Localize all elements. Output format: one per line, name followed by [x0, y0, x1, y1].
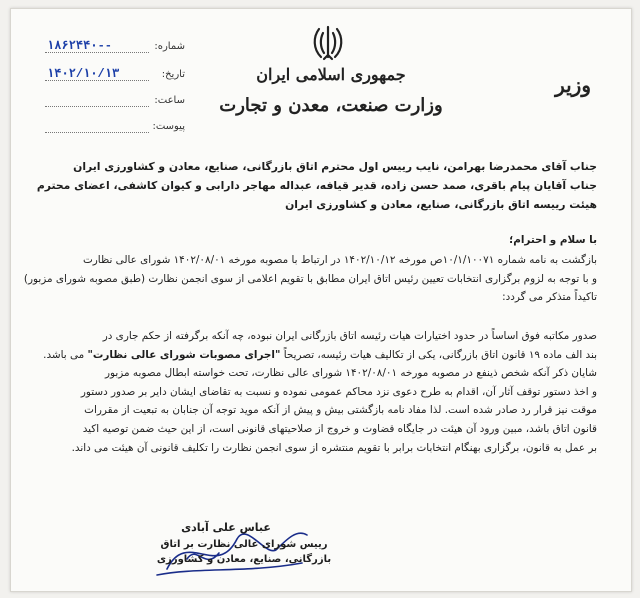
- body-line: شایان ذکر آنکه شخص ذینفع در مصوبه مورخه ۱۴۰۲/۰۸/۰۱ شورای عالی نظارت، تحت خواسته ابطال مصوبه مزبور: [105, 367, 597, 380]
- letter-time-field: [45, 95, 185, 111]
- letter-page: [10, 8, 632, 592]
- body-line: موقت نیز قرار رد صادر شده است. لذا مفاد نامه بازگشتی بیش و پیش از آنکه موید توجه آن جنابان به تبعیت از مقررات: [84, 404, 597, 417]
- body-line: و با توجه به لزوم برگزاری انتخابات تعیین رئیس اتاق ایران مطابق با تقویم اعلامی از سوی انجمن نظارت (طبق مصوبه شورای مزبور): [23, 272, 597, 285]
- republic-title: جمهوری اسلامی ایران: [256, 65, 406, 84]
- role-label: وزیر: [555, 73, 591, 97]
- letter-date-field: [45, 69, 185, 85]
- meta-label: پیوست:: [152, 121, 185, 132]
- addressee-line: هیئت رییسه اتاق بازرگانی، صنایع، معادن و کشاورزی ایران: [285, 198, 597, 211]
- ministry-title: وزارت صنعت، معدن و تجارت: [219, 95, 443, 116]
- signatory-name: عباس علی آبادی: [181, 521, 271, 534]
- body-line: بازگشت به نامه شماره ۱۰/۱/۱۰۰۷۱ص مورخه ۱۴۰۲/۱۰/۱۲ در ارتباط با مصوبه مورخه ۱۴۰۲/۰۸/۰۱ شورای عالی نظارت: [83, 254, 597, 266]
- paragraph-1: [23, 251, 597, 307]
- body-line: بند الف ماده ۱۹ قانون اتاق بازرگانی، یکی از تکالیف هیات رئیسه، تصریحاً "اجرای مصوبات شورای عالی نظارت" می باشد.: [43, 348, 597, 361]
- letter-attachment-field: [45, 121, 185, 137]
- body-line: قانون اتاق باشد، مبین ورود آن هیئت در جایگاه قضاوت و خروج از صلاحیتهای قانونی است، از این حیث ضمن توصیه اکید: [82, 422, 597, 435]
- body-line: و اخذ دستور توقف آثار آن، اقدام به طرح دعوی نزد محاکم عمومی نموده و نسبت به تقاضای ایشان دایر بر صدور دستور: [80, 385, 597, 398]
- emphasized-text: "اجرای مصوبات شورای عالی نظارت": [87, 348, 281, 361]
- meta-label: ساعت:: [154, 95, 185, 106]
- greeting: با سلام و احترام؛: [509, 234, 597, 246]
- addressee-line: جناب آقایان پیام باقری، صمد حسن زاده، قدیر قیافه، عبداله مهاجر دارابی و کیوان کاشفی، اعضای محترم: [36, 179, 597, 192]
- signatory-title: [139, 537, 349, 567]
- letter-number-field: [45, 41, 185, 57]
- meta-label: شماره:: [154, 41, 185, 52]
- addressee-block: [36, 157, 597, 214]
- letter-number-value: ۱۸۶۲۴۴۰--: [47, 39, 112, 53]
- meta-label: تاریخ:: [161, 69, 185, 80]
- paragraph-2: [43, 327, 597, 457]
- body-line: بر عمل به قانون، برگزاری بهنگام انتخابات برابر با تقویم منتشره از سوی انجمن نظارت را تکلیف قانونی آن هیئت می داند.: [71, 441, 597, 454]
- letter-date-value: ۱۴۰۲/۱۰/۱۳: [47, 67, 120, 81]
- body-line: صدور مکاتبه فوق اساساً در حدود اختیارات هیات رئیسه اتاق بازرگانی ایران نبوده، چه آنکه برگرفته از حکم جاری در: [102, 330, 597, 342]
- body-line: تاکیداً متذکر می گردد:: [502, 291, 597, 304]
- iran-emblem-icon: [311, 23, 345, 63]
- addressee-line: جناب آقای محمدرضا بهرامن، نایب رییس اول محترم اتاق بازرگانی، صنایع، معادن و کشاورزی ایران: [73, 160, 597, 173]
- signatory-title-line: بازرگانی، صنایع، معادن و کشاورزی: [156, 554, 332, 565]
- signatory-title-line: رییس شورای عالی نظارت بر اتاق: [160, 539, 328, 550]
